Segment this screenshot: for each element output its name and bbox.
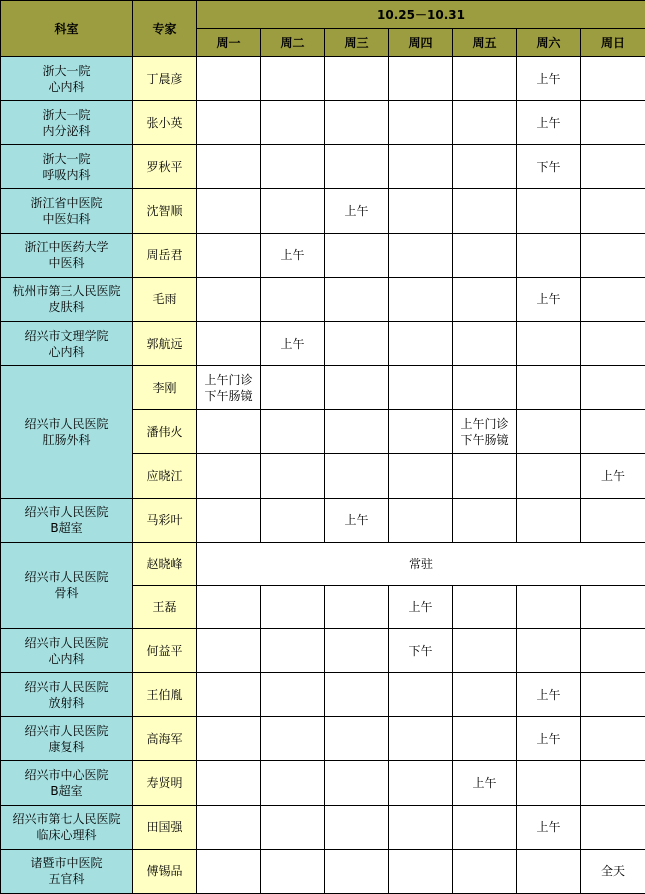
- expert-cell: 高海军: [133, 717, 197, 761]
- schedule-slot: [389, 498, 453, 542]
- table-row: [1, 366, 645, 410]
- schedule-slot: 下午: [389, 629, 453, 673]
- department-name: 心内科: [48, 344, 85, 359]
- schedule-slot: [517, 366, 581, 410]
- dept-cell: [1, 761, 133, 805]
- schedule-slot: [517, 585, 581, 628]
- schedule-slot: [389, 233, 453, 277]
- expert-cell: 郭航远: [133, 321, 197, 365]
- schedule-slot: 上午: [261, 233, 325, 277]
- schedule-slot: [261, 454, 325, 498]
- schedule-slot: [581, 761, 645, 805]
- schedule-slot: [261, 585, 325, 628]
- schedule-slot: 上午: [325, 189, 389, 233]
- schedule-slot: [581, 805, 645, 849]
- schedule-slot: [389, 849, 453, 893]
- schedule-slot: [581, 57, 645, 101]
- slot-text-line: 下午肠镜: [460, 432, 509, 447]
- expert-cell: 赵晓峰: [133, 542, 197, 585]
- schedule-slot: [197, 629, 261, 673]
- schedule-slot: [325, 761, 389, 805]
- resident-cell: 常驻: [197, 542, 645, 585]
- schedule-slot: [197, 410, 261, 454]
- expert-cell: 田国强: [133, 805, 197, 849]
- department-name: 骨科: [54, 586, 79, 601]
- expert-cell: 丁晨彦: [133, 57, 197, 101]
- schedule-slot: [261, 189, 325, 233]
- hospital-name: 浙大一院: [42, 63, 91, 78]
- department-name: 呼吸内科: [42, 167, 91, 182]
- header-day-fri: 周五: [453, 29, 517, 57]
- header-day-sat: 周六: [517, 29, 581, 57]
- schedule-slot: [389, 366, 453, 410]
- hospital-name: 绍兴市人民医院: [24, 570, 109, 585]
- expert-cell: 傅锡品: [133, 849, 197, 893]
- dept-cell: [1, 542, 133, 628]
- expert-cell: 张小英: [133, 101, 197, 145]
- schedule-slot: [325, 277, 389, 321]
- schedule-slot: [325, 849, 389, 893]
- schedule-slot: [453, 57, 517, 101]
- schedule-slot: [389, 717, 453, 761]
- schedule-slot: [197, 145, 261, 189]
- schedule-slot: 下午: [517, 145, 581, 189]
- dept-cell: [1, 57, 133, 101]
- table-row: [1, 498, 645, 542]
- schedule-slot: [389, 410, 453, 454]
- header-day-sun: 周日: [581, 29, 645, 57]
- schedule-slot: [389, 145, 453, 189]
- table-row: [1, 629, 645, 673]
- schedule-slot: 上午: [325, 498, 389, 542]
- schedule-slot: [581, 629, 645, 673]
- table-row: [1, 145, 645, 189]
- department-name: 中医妇科: [42, 212, 91, 227]
- hospital-name: 诸暨市中医院: [30, 856, 103, 871]
- hospital-name: 绍兴市人民医院: [24, 723, 109, 738]
- schedule-slot: [453, 366, 517, 410]
- schedule-slot: [325, 585, 389, 628]
- schedule-slot: 上午: [453, 761, 517, 805]
- dept-cell: [1, 145, 133, 189]
- expert-cell: 沈智顺: [133, 189, 197, 233]
- schedule-slot: [517, 498, 581, 542]
- table-row: [1, 717, 645, 761]
- schedule-slot: 上午: [517, 673, 581, 717]
- schedule-body: [1, 57, 645, 894]
- schedule-slot: [453, 321, 517, 365]
- table-row: [1, 57, 645, 101]
- schedule-slot: [453, 410, 517, 454]
- schedule-slot: [581, 585, 645, 628]
- schedule-slot: [325, 321, 389, 365]
- schedule-slot: 全天: [581, 849, 645, 893]
- expert-cell: 王磊: [133, 585, 197, 628]
- schedule-slot: [389, 277, 453, 321]
- dept-cell: [1, 277, 133, 321]
- table-row: [1, 321, 645, 365]
- dept-cell: [1, 849, 133, 893]
- schedule-slot: [581, 717, 645, 761]
- schedule-slot: [581, 145, 645, 189]
- expert-cell: 寿贤明: [133, 761, 197, 805]
- header-day-tue: 周二: [261, 29, 325, 57]
- header-expert: 专家: [133, 1, 197, 57]
- dept-cell: [1, 189, 133, 233]
- schedule-slot: [389, 673, 453, 717]
- expert-cell: 马彩叶: [133, 498, 197, 542]
- schedule-slot: [261, 629, 325, 673]
- schedule-slot: [517, 233, 581, 277]
- schedule-slot: [453, 805, 517, 849]
- schedule-slot: [325, 101, 389, 145]
- schedule-slot: 上午: [517, 717, 581, 761]
- header-day-mon: 周一: [197, 29, 261, 57]
- department-name: 康复科: [48, 739, 85, 754]
- schedule-slot: [581, 233, 645, 277]
- schedule-slot: [261, 57, 325, 101]
- schedule-slot: [581, 498, 645, 542]
- schedule-slot: [581, 101, 645, 145]
- schedule-slot: 上午: [517, 57, 581, 101]
- schedule-slot: [517, 321, 581, 365]
- schedule-slot: [517, 454, 581, 498]
- header-dept: 科室: [1, 1, 133, 57]
- table-row: [1, 233, 645, 277]
- schedule-slot: 上午: [261, 321, 325, 365]
- slot-text-line: 上午门诊: [460, 416, 509, 431]
- dept-cell: [1, 366, 133, 498]
- schedule-slot: [581, 366, 645, 410]
- schedule-slot: [197, 233, 261, 277]
- schedule-slot: [581, 673, 645, 717]
- schedule-slot: [389, 454, 453, 498]
- expert-cell: 李刚: [133, 366, 197, 410]
- schedule-slot: [197, 849, 261, 893]
- slot-text-line: 上午门诊: [204, 372, 253, 387]
- schedule-slot: [261, 673, 325, 717]
- table-row: [1, 805, 645, 849]
- schedule-slot: [325, 629, 389, 673]
- schedule-slot: [453, 189, 517, 233]
- schedule-slot: [453, 233, 517, 277]
- schedule-slot: [197, 57, 261, 101]
- schedule-slot: [325, 233, 389, 277]
- schedule-slot: [197, 761, 261, 805]
- schedule-slot: [517, 410, 581, 454]
- dept-cell: [1, 629, 133, 673]
- department-name: 内分泌科: [42, 123, 91, 138]
- table-row: [1, 673, 645, 717]
- dept-cell: [1, 498, 133, 542]
- schedule-slot: [261, 277, 325, 321]
- schedule-slot: [261, 410, 325, 454]
- department-name: 肛肠外科: [42, 432, 91, 447]
- schedule-slot: 上午: [517, 277, 581, 321]
- schedule-slot: [453, 101, 517, 145]
- schedule-slot: 上午: [389, 585, 453, 628]
- schedule-slot: [389, 761, 453, 805]
- schedule-slot: [197, 454, 261, 498]
- table-row: [1, 542, 645, 585]
- expert-cell: 何益平: [133, 629, 197, 673]
- schedule-slot: [325, 454, 389, 498]
- hospital-name: 绍兴市中心医院: [24, 768, 109, 783]
- schedule-slot: [581, 321, 645, 365]
- department-name: 五官科: [48, 872, 85, 887]
- table-row: [1, 101, 645, 145]
- schedule-slot: [325, 805, 389, 849]
- schedule-slot: [197, 673, 261, 717]
- hospital-name: 绍兴市第七人民医院: [12, 812, 121, 827]
- schedule-slot: [581, 277, 645, 321]
- schedule-slot: [389, 189, 453, 233]
- department-name: B超室: [50, 521, 83, 536]
- dept-cell: [1, 233, 133, 277]
- schedule-slot: [197, 585, 261, 628]
- department-name: B超室: [50, 784, 83, 799]
- schedule-slot: [453, 717, 517, 761]
- department-name: 放射科: [48, 695, 85, 710]
- schedule-slot: [389, 101, 453, 145]
- department-name: 皮肤科: [48, 300, 85, 315]
- hospital-name: 浙大一院: [42, 107, 91, 122]
- schedule-slot: [197, 498, 261, 542]
- schedule-slot: [389, 805, 453, 849]
- table-row: [1, 761, 645, 805]
- schedule-slot: [517, 629, 581, 673]
- schedule-slot: [197, 277, 261, 321]
- schedule-slot: [261, 849, 325, 893]
- schedule-slot: [261, 101, 325, 145]
- schedule-slot: [197, 366, 261, 410]
- schedule-slot: [325, 673, 389, 717]
- header-day-wed: 周三: [325, 29, 389, 57]
- schedule-slot: [261, 717, 325, 761]
- hospital-name: 绍兴市文理学院: [24, 328, 109, 343]
- table-row: [1, 277, 645, 321]
- table-row: [1, 849, 645, 893]
- schedule-slot: [517, 849, 581, 893]
- hospital-name: 绍兴市人民医院: [24, 416, 109, 431]
- schedule-slot: [197, 101, 261, 145]
- schedule-slot: [453, 849, 517, 893]
- hospital-name: 杭州市第三人民医院: [12, 284, 121, 299]
- expert-cell: 周岳君: [133, 233, 197, 277]
- schedule-slot: [389, 321, 453, 365]
- schedule-slot: [453, 629, 517, 673]
- schedule-slot: [325, 145, 389, 189]
- table-row: [1, 189, 645, 233]
- schedule-slot: [261, 498, 325, 542]
- schedule-slot: 上午: [517, 805, 581, 849]
- dept-cell: [1, 805, 133, 849]
- schedule-slot: [325, 717, 389, 761]
- schedule-slot: [197, 805, 261, 849]
- header-date-range: 10.25－10.31: [197, 1, 645, 29]
- hospital-name: 浙大一院: [42, 151, 91, 166]
- schedule-slot: [453, 585, 517, 628]
- schedule-slot: 上午: [581, 454, 645, 498]
- schedule-slot: [517, 189, 581, 233]
- schedule-slot: [453, 277, 517, 321]
- schedule-slot: [261, 366, 325, 410]
- expert-cell: 毛雨: [133, 277, 197, 321]
- schedule-slot: [453, 454, 517, 498]
- department-name: 心内科: [48, 651, 85, 666]
- schedule-slot: 上午: [517, 101, 581, 145]
- dept-cell: [1, 321, 133, 365]
- schedule-slot: [517, 761, 581, 805]
- schedule-slot: [261, 805, 325, 849]
- schedule-slot: [197, 717, 261, 761]
- expert-cell: 罗秋平: [133, 145, 197, 189]
- hospital-name: 绍兴市人民医院: [24, 679, 109, 694]
- hospital-name: 浙江中医药大学: [24, 240, 109, 255]
- slot-text-line: 下午肠镜: [204, 388, 253, 403]
- dept-cell: [1, 717, 133, 761]
- schedule-slot: [197, 321, 261, 365]
- dept-cell: [1, 673, 133, 717]
- expert-cell: 应晓江: [133, 454, 197, 498]
- schedule-slot: [581, 410, 645, 454]
- schedule-slot: [453, 145, 517, 189]
- expert-cell: 王伯胤: [133, 673, 197, 717]
- schedule-slot: [261, 145, 325, 189]
- hospital-name: 绍兴市人民医院: [24, 505, 109, 520]
- schedule-slot: [197, 189, 261, 233]
- schedule-slot: [325, 366, 389, 410]
- department-name: 心内科: [48, 79, 85, 94]
- expert-cell: 潘伟火: [133, 410, 197, 454]
- schedule-slot: [453, 673, 517, 717]
- schedule-slot: [325, 57, 389, 101]
- schedule-slot: [453, 498, 517, 542]
- hospital-name: 浙江省中医院: [30, 196, 103, 211]
- dept-cell: [1, 101, 133, 145]
- header-day-thu: 周四: [389, 29, 453, 57]
- schedule-slot: [325, 410, 389, 454]
- department-name: 中医科: [48, 256, 85, 271]
- schedule-slot: [261, 761, 325, 805]
- hospital-name: 绍兴市人民医院: [24, 635, 109, 650]
- schedule-slot: [389, 57, 453, 101]
- schedule-slot: [581, 189, 645, 233]
- department-name: 临床心理科: [36, 828, 97, 843]
